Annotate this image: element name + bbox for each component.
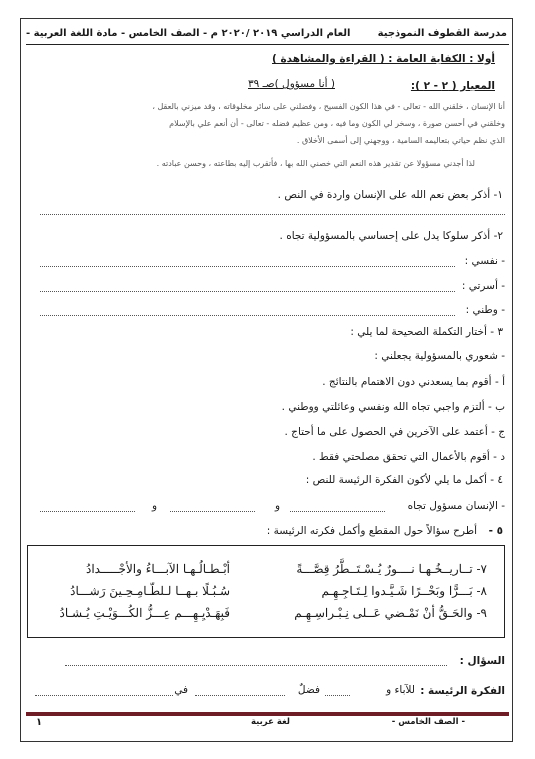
answer-blank-3[interactable] [40, 511, 135, 512]
passage-line: وخلقني في أحسن صورة ، وسخر لي الكون وما فيه ، ومن عظيم فضله - تعالى - أن أنعم علي بالإسلام [169, 119, 505, 128]
section-title: أولا : الكفاية العامة : ( القراءة والمشاهدة ) [272, 53, 495, 65]
answer-line-q1[interactable] [40, 214, 505, 215]
q4-line-start: - الإنسان مسؤول تجاه [407, 500, 505, 512]
poem-verse-second: أبْـطـالُـهـا الآبـــاءُ والأجْـــــدادُ [85, 562, 230, 576]
poem-verse-second: سُـبُـلًا بـهــا لـلطّـامِـحِـينَ رَشـــادُ [70, 584, 230, 598]
option-b[interactable]: ب - ألتزم واجبي تجاه الله ونفسي وعائلتي ووطني . [281, 401, 505, 413]
answer-line-self[interactable] [40, 266, 455, 267]
main-idea-label: الفكرة الرئيسة : [420, 685, 505, 697]
answer-line-family[interactable] [40, 291, 455, 292]
q4-and: و [152, 500, 158, 512]
q3-stem: - شعوري بالمسؤولية يجعلني : [374, 350, 505, 362]
passage-line: لذا أجدني مسؤولا عن تقدير هذه النعم التي خصني الله بها ، فأتقرب إليه بطاعته ، وحسن عبادته . [156, 159, 475, 168]
header-year-class: العام الدراسي ٢٠١٩ /٢٠٢٠ م - الصف الخامس - مادة اللغة العربية - [26, 27, 351, 39]
answer-blank-1[interactable] [290, 511, 385, 512]
passage-line: الذي نظم حياتي بتعاليمه السامية ، ووجهني إلى أسمى الأخلاق . [296, 136, 505, 145]
poem-verse-first: ٧- تــاريــخُـهـا نــــورٌ يُـسْـتَــطَّرُ قِصَّـــةً [296, 562, 487, 576]
answer-line-country[interactable] [40, 315, 455, 316]
question-4: ٤ - أكمل ما يلي لأكون الفكرة الرئيسة للنص : [305, 474, 503, 486]
page-number: ١ [36, 717, 43, 728]
lesson-reference: ( أنا مسؤول )صـ ٣٩ [248, 78, 335, 90]
question-label: السؤال : [459, 655, 505, 667]
option-d[interactable]: د - أقوم بالأعمال التي تحقق مصلحتي فقط . [312, 451, 505, 463]
answer-blank-2[interactable] [170, 511, 255, 512]
poem-verse-first: ٨- بَـــرًّا وبَحْــرًا شَـيَّـدوا لِـتَـاجِـهِـم [321, 584, 487, 598]
poem-verse-first: ٩- والحَـقُّ أنْ نَمْـضي عَــلى نِـبْـراسِـهِـم [294, 606, 487, 620]
option-a[interactable]: أ - أقوم بما يسعدني دون الاهتمام بالنتائج . [322, 376, 505, 388]
question-2: ٢- أذكر سلوكا يدل على إحساسي بالمسؤولية تجاه . [279, 230, 503, 242]
page-header [26, 25, 507, 41]
header-divider [26, 44, 509, 45]
question-5: أطرح سؤالاً حول المقطع وأكمل فكرته الرئيسة : [266, 525, 477, 537]
footer-class: - الصف الخامس - [391, 717, 465, 727]
q2-item-self: - نفسي : [464, 255, 505, 267]
option-c[interactable]: ج - أعتمد على الآخرين في الحصول على ما أحتاج . [284, 426, 505, 438]
question-answer-line[interactable] [65, 665, 447, 666]
passage-line: أنا الإنسان ، خلقني الله - تعالى - في هذا الكون الفسيح ، وفضلني على سائر مخلوقاته ، وقد ميزني بالعقل ، [152, 102, 505, 111]
q4-and: و [275, 500, 281, 512]
footer-subject: لغة عربية [250, 717, 290, 727]
footer-bar [26, 712, 509, 716]
question-1: ١- أذكر بعض نعم الله على الإنسان واردة في النص . [277, 189, 503, 201]
main-idea-blank-1[interactable] [325, 695, 350, 696]
question-5-number: ٥ - [488, 525, 503, 537]
q2-item-family: - أسرتي : [461, 280, 505, 292]
q2-item-country: - وطني : [465, 304, 505, 316]
criterion-label: المعيار ( ٢ - ٢ ): [410, 80, 495, 92]
main-idea-part: للآباء و [386, 684, 415, 696]
poem-verse-second: فَبِهَـدْيِـهِـــم عِـــزُّ الكُـــوَيْـتِ يُـشـادُ [59, 606, 230, 620]
main-idea-part: فضلٌ [297, 684, 320, 696]
question-3: ٣ - أختار التكملة الصحيحة لما يلي : [350, 326, 503, 338]
school-name: مدرسة القطوف النموذجية [377, 27, 507, 39]
main-idea-blank-3[interactable] [35, 695, 173, 696]
main-idea-blank-2[interactable] [195, 695, 285, 696]
main-idea-part: في [174, 684, 188, 696]
